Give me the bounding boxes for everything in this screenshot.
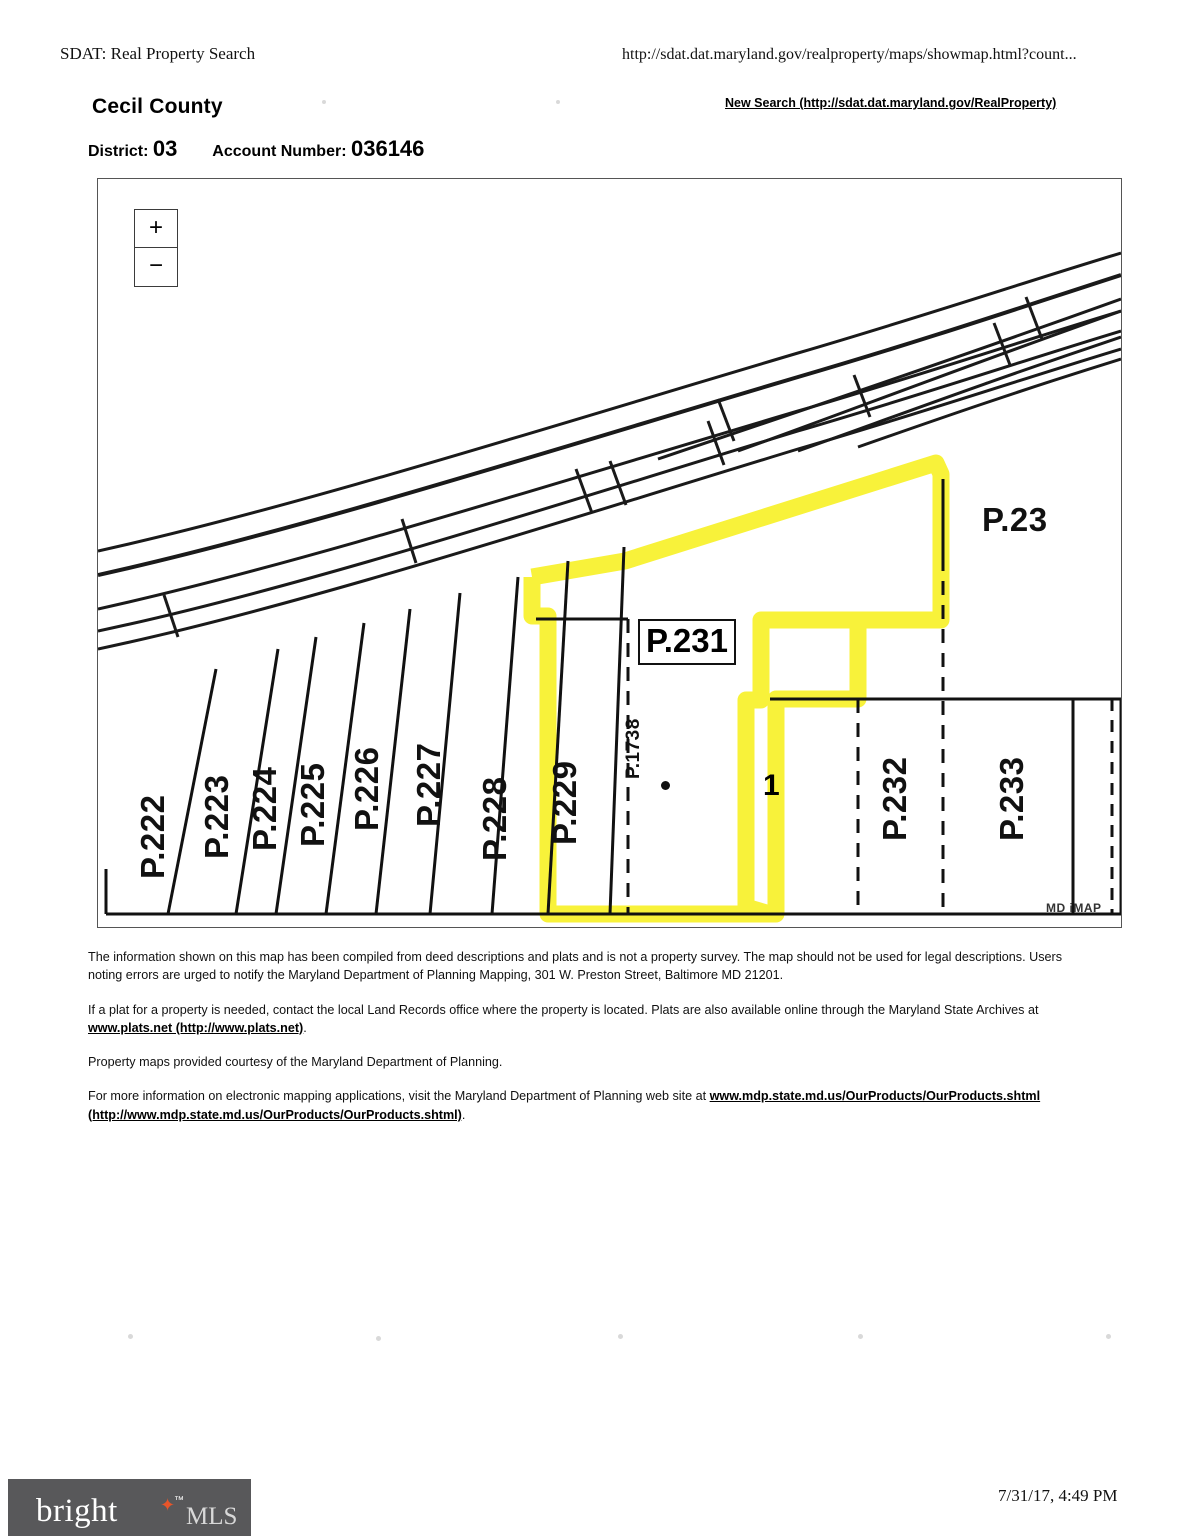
new-search-link[interactable]: New Search (http://sdat.dat.maryland.gov/RealProperty) xyxy=(725,96,1057,110)
brand-name: bright xyxy=(36,1493,118,1529)
highlight-stroke xyxy=(532,463,941,914)
scan-artifact xyxy=(556,100,560,104)
trademark-icon: ™ xyxy=(174,1495,184,1506)
scan-artifact xyxy=(1106,1334,1111,1339)
parcel-label-p232: P.232 xyxy=(876,756,913,841)
parcel-label-p223: P.223 xyxy=(198,774,235,859)
map-attribution: MD iMAP xyxy=(1046,901,1102,915)
brightmls-logo xyxy=(8,1479,251,1536)
district-value: 03 xyxy=(152,136,178,161)
zoom-out-button[interactable]: − xyxy=(148,252,163,279)
disclaimer-paragraph-3: Property maps provided courtesy of the Maryland Department of Planning. xyxy=(88,1055,503,1069)
disclaimer-p2-period: . xyxy=(303,1020,307,1035)
disclaimer-paragraph-4 xyxy=(88,1087,1078,1124)
parcel-label-p222: P.222 xyxy=(134,794,171,879)
county-heading: Cecil County xyxy=(92,95,223,118)
map-zoom-control[interactable] xyxy=(134,209,178,287)
parcel-label-p225: P.225 xyxy=(294,762,331,847)
parcel-label-p227: P.227 xyxy=(410,742,447,827)
disclaimer-p4-text: For more information on electronic mapping applications, visit the Maryland Department of Planning web site at xyxy=(88,1089,710,1104)
subject-parcel-label: P.231 xyxy=(638,619,736,665)
brand-suffix: MLS xyxy=(186,1503,238,1530)
parcel-label-p224: P.224 xyxy=(246,766,283,851)
parcel-label-p233: P.233 xyxy=(993,756,1030,841)
browser-print-header xyxy=(0,44,1187,68)
print-timestamp: 7/31/17, 4:49 PM xyxy=(998,1486,1118,1505)
parcel-label-p226: P.226 xyxy=(348,746,385,831)
disclaimer-paragraph-2 xyxy=(88,1001,1078,1038)
district-account-line xyxy=(88,136,424,162)
subject-parcel-side-label: P.1738 xyxy=(623,718,644,779)
scan-artifact xyxy=(128,1334,133,1339)
disclaimer-p2-text: If a plat for a property is needed, contact the local Land Records office where the property is located. Plats are also available online through the Maryland State Archives at xyxy=(88,1002,1039,1017)
parcel-label-p235-edge: P.23 xyxy=(982,501,1048,538)
parcel-label-p228: P.228 xyxy=(476,776,513,861)
zoom-in-button[interactable]: + xyxy=(135,210,177,248)
property-map[interactable] xyxy=(97,178,1122,928)
parcel-label-p229: P.229 xyxy=(546,760,583,845)
district-label: District: xyxy=(88,143,149,160)
map-disclaimer xyxy=(88,948,1078,1140)
mdp-ourproducts-link[interactable]: www.mdp.state.md.us/OurProducts/OurProducts.shtml (http://www.mdp.state.md.us/OurProducts/OurProducts.shtml) xyxy=(88,1089,1041,1122)
highlight-stroke-2 xyxy=(532,577,941,914)
lot-number-label: 1 xyxy=(763,769,780,802)
scan-artifact xyxy=(858,1334,863,1339)
page-url: http://sdat.dat.maryland.gov/realproperty/maps/showmap.html?count... xyxy=(622,46,1077,63)
star-icon: ✦ xyxy=(160,1495,176,1515)
account-number-value: 036146 xyxy=(350,136,425,161)
scan-artifact xyxy=(376,1336,381,1341)
plats-net-link[interactable]: www.plats.net (http://www.plats.net) xyxy=(88,1020,304,1035)
disclaimer-paragraph-1: The information shown on this map has been compiled from deed descriptions and plats and is not a property survey. The map should not be used for legal descriptions. Users noting errors are urged to notify the Maryland Department of Planning Mapping, 301 W. Preston Street, Baltimore MD 21201. xyxy=(88,950,1062,983)
scan-artifact xyxy=(618,1334,623,1339)
parcel-center-point xyxy=(661,781,670,790)
disclaimer-p4-period: . xyxy=(461,1107,466,1122)
scan-artifact xyxy=(322,100,326,104)
account-number-label: Account Number: xyxy=(212,143,347,160)
page-title: SDAT: Real Property Search xyxy=(60,44,256,63)
